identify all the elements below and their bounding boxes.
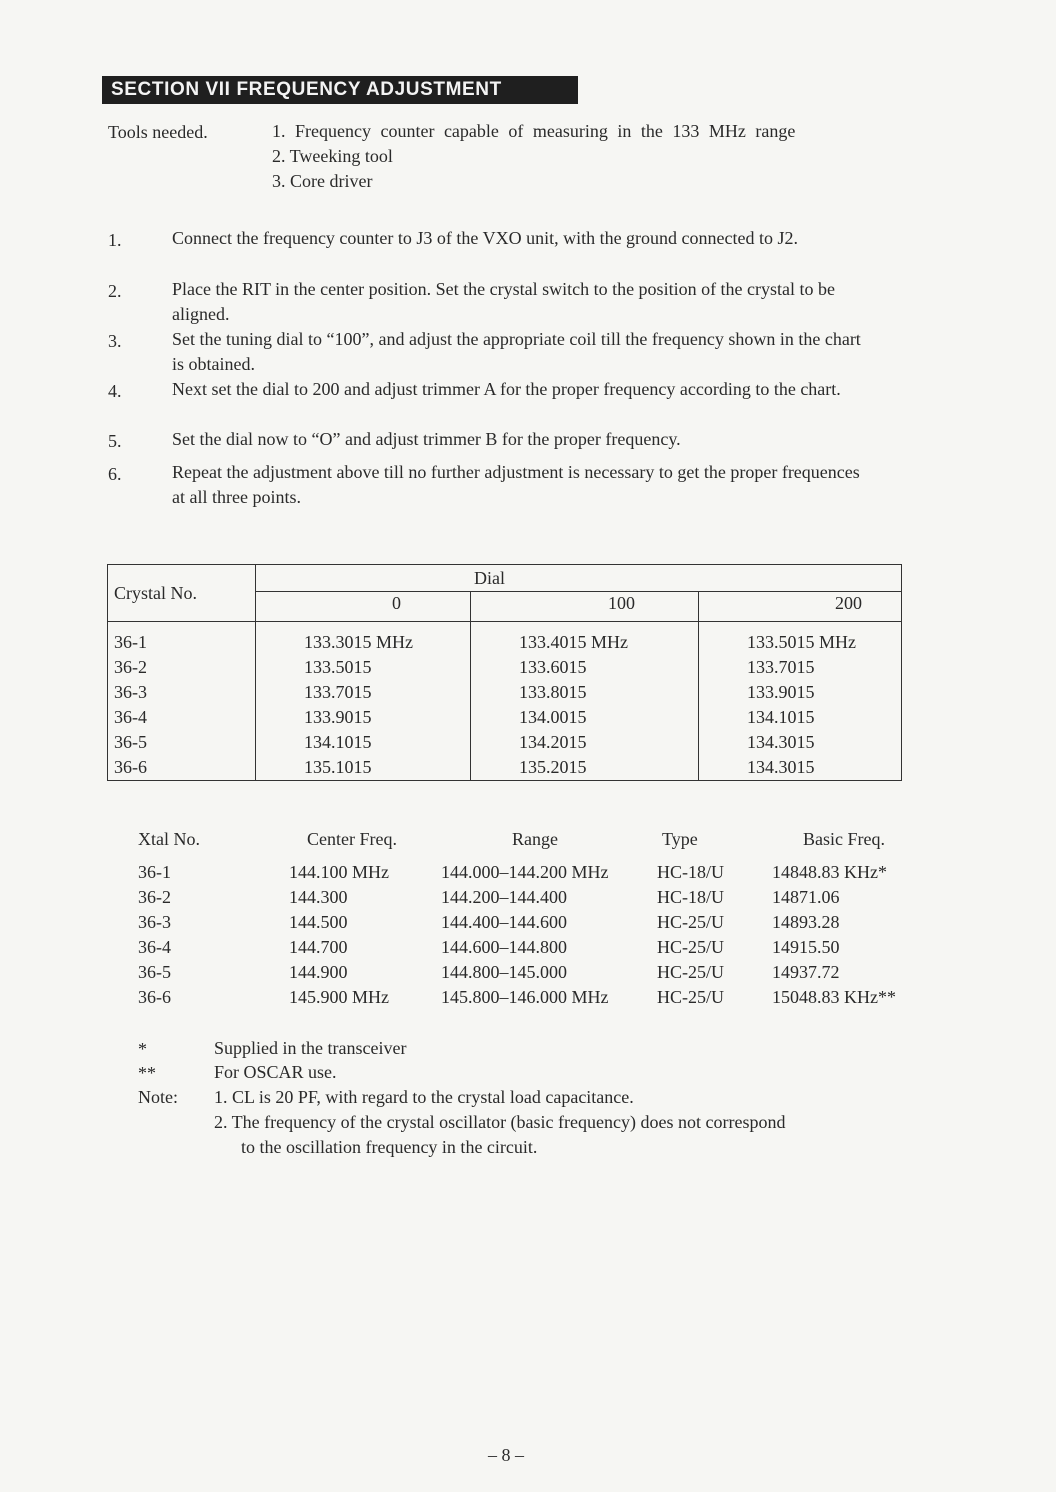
tool-item: 2. Tweeking tool: [272, 146, 393, 166]
step-text: Set the dial now to “O” and adjust trimmer B for the proper frequency.: [172, 429, 681, 449]
xtal-cell: HC-25/U: [657, 912, 724, 932]
xtal-cell: 144.700: [289, 937, 348, 957]
dial-0-cell: 134.1015: [304, 732, 372, 752]
footnote-mark: **: [138, 1063, 156, 1083]
xtal-cell: 36-5: [138, 962, 171, 982]
step-number: 2.: [108, 281, 122, 301]
dial-200-cell: 133.9015: [747, 682, 815, 702]
xtal-cell: 144.200–144.400: [441, 887, 567, 907]
xtal-cell: 144.300: [289, 887, 348, 907]
dial-100-cell: 134.2015: [519, 732, 587, 752]
footnote-mark: *: [138, 1039, 147, 1059]
xtal-cell: 144.800–145.000: [441, 962, 567, 982]
dial-col-header: 0: [392, 593, 401, 613]
xtal-cell: 145.900 MHz: [289, 987, 389, 1007]
header-crystal-no: Crystal No.: [114, 583, 197, 603]
xtal-cell: 144.500: [289, 912, 348, 932]
xtal-cell: 144.100 MHz: [289, 862, 389, 882]
crystal-cell: 36-6: [114, 757, 147, 777]
xtal-cell: 14915.50: [772, 937, 840, 957]
xtal-cell: 144.600–144.800: [441, 937, 567, 957]
dial-200-cell: 133.7015: [747, 657, 815, 677]
dial-0-cell: 133.5015: [304, 657, 372, 677]
step-number: 6.: [108, 464, 122, 484]
xtal-header-basic-freq: Basic Freq.: [803, 829, 885, 849]
xtal-cell: 36-3: [138, 912, 171, 932]
dial-0-cell: 133.7015: [304, 682, 372, 702]
dial-200-cell: 134.3015: [747, 732, 815, 752]
step-number: 4.: [108, 381, 122, 401]
dial-100-cell: 134.0015: [519, 707, 587, 727]
page-number: – 8 –: [488, 1445, 524, 1465]
step-text: Next set the dial to 200 and adjust trimmer A for the proper frequency according to the chart.: [172, 379, 841, 399]
xtal-header-xtal-no: Xtal No.: [138, 829, 200, 849]
dial-100-cell: 133.8015: [519, 682, 587, 702]
step-text: Place the RIT in the center position. Set the crystal switch to the position of the crystal to be aligned.: [172, 279, 836, 324]
xtal-cell: 145.800–146.000 MHz: [441, 987, 609, 1007]
step-text: Set the tuning dial to “100”, and adjust the appropriate coil till the frequency shown in the chart is obtained.: [172, 329, 861, 374]
xtal-cell: 144.900: [289, 962, 348, 982]
xtal-cell: 144.000–144.200 MHz: [441, 862, 609, 882]
xtal-cell: HC-18/U: [657, 887, 724, 907]
crystal-cell: 36-3: [114, 682, 147, 702]
section-title: SECTION VII FREQUENCY ADJUSTMENT: [102, 76, 578, 104]
tool-item: 1. Frequency counter capable of measuring in the 133 MHz range: [272, 121, 796, 141]
note-item: to the oscillation frequency in the circuit.: [241, 1137, 538, 1157]
dial-col-header: 200: [835, 593, 862, 613]
dial-col-header: 100: [608, 593, 635, 613]
header-dial: Dial: [474, 568, 505, 588]
footnote-text: For OSCAR use.: [214, 1062, 337, 1082]
dial-100-cell: 135.2015: [519, 757, 587, 777]
xtal-cell: 15048.83 KHz**: [772, 987, 896, 1007]
dial-0-cell: 133.9015: [304, 707, 372, 727]
xtal-cell: 36-4: [138, 937, 171, 957]
footnote-text: Supplied in the transceiver: [214, 1038, 407, 1058]
dial-100-cell: 133.4015 MHz: [519, 632, 628, 652]
xtal-cell: 36-6: [138, 987, 171, 1007]
step-number: 5.: [108, 431, 122, 451]
step-text: Connect the frequency counter to J3 of the VXO unit, with the ground connected to J2.: [172, 228, 799, 248]
dial-0-cell: 133.3015 MHz: [304, 632, 413, 652]
xtal-cell: 14848.83 KHz*: [772, 862, 887, 882]
step-number: 1.: [108, 230, 122, 250]
xtal-cell: HC-25/U: [657, 937, 724, 957]
xtal-header-range: Range: [512, 829, 558, 849]
xtal-cell: HC-25/U: [657, 962, 724, 982]
xtal-cell: 14871.06: [772, 887, 840, 907]
tools-list: [272, 119, 795, 194]
xtal-cell: 36-1: [138, 862, 171, 882]
dial-0-cell: 135.1015: [304, 757, 372, 777]
xtal-header-center-freq: Center Freq.: [307, 829, 397, 849]
xtal-cell: HC-25/U: [657, 987, 724, 1007]
step-number: 3.: [108, 331, 122, 351]
note-label: Note:: [138, 1087, 178, 1107]
xtal-cell: 14937.72: [772, 962, 840, 982]
dial-200-cell: 133.5015 MHz: [747, 632, 856, 652]
xtal-header-type: Type: [662, 829, 698, 849]
dial-100-cell: 133.6015: [519, 657, 587, 677]
dial-200-cell: 134.3015: [747, 757, 815, 777]
crystal-cell: 36-5: [114, 732, 147, 752]
xtal-cell: 14893.28: [772, 912, 840, 932]
dial-200-cell: 134.1015: [747, 707, 815, 727]
crystal-cell: 36-2: [114, 657, 147, 677]
crystal-cell: 36-4: [114, 707, 147, 727]
note-item: 1. CL is 20 PF, with regard to the crystal load capacitance.: [214, 1087, 634, 1107]
xtal-cell: 36-2: [138, 887, 171, 907]
note-item: 2. The frequency of the crystal oscillator (basic frequency) does not correspond: [214, 1112, 786, 1132]
crystal-dial-table: [107, 564, 902, 781]
tool-item: 3. Core driver: [272, 171, 373, 191]
tools-label: Tools needed.: [108, 122, 208, 142]
xtal-cell: 144.400–144.600: [441, 912, 567, 932]
xtal-cell: HC-18/U: [657, 862, 724, 882]
crystal-cell: 36-1: [114, 632, 147, 652]
step-text: Repeat the adjustment above till no further adjustment is necessary to get the proper frequences at all three points.: [172, 462, 860, 507]
